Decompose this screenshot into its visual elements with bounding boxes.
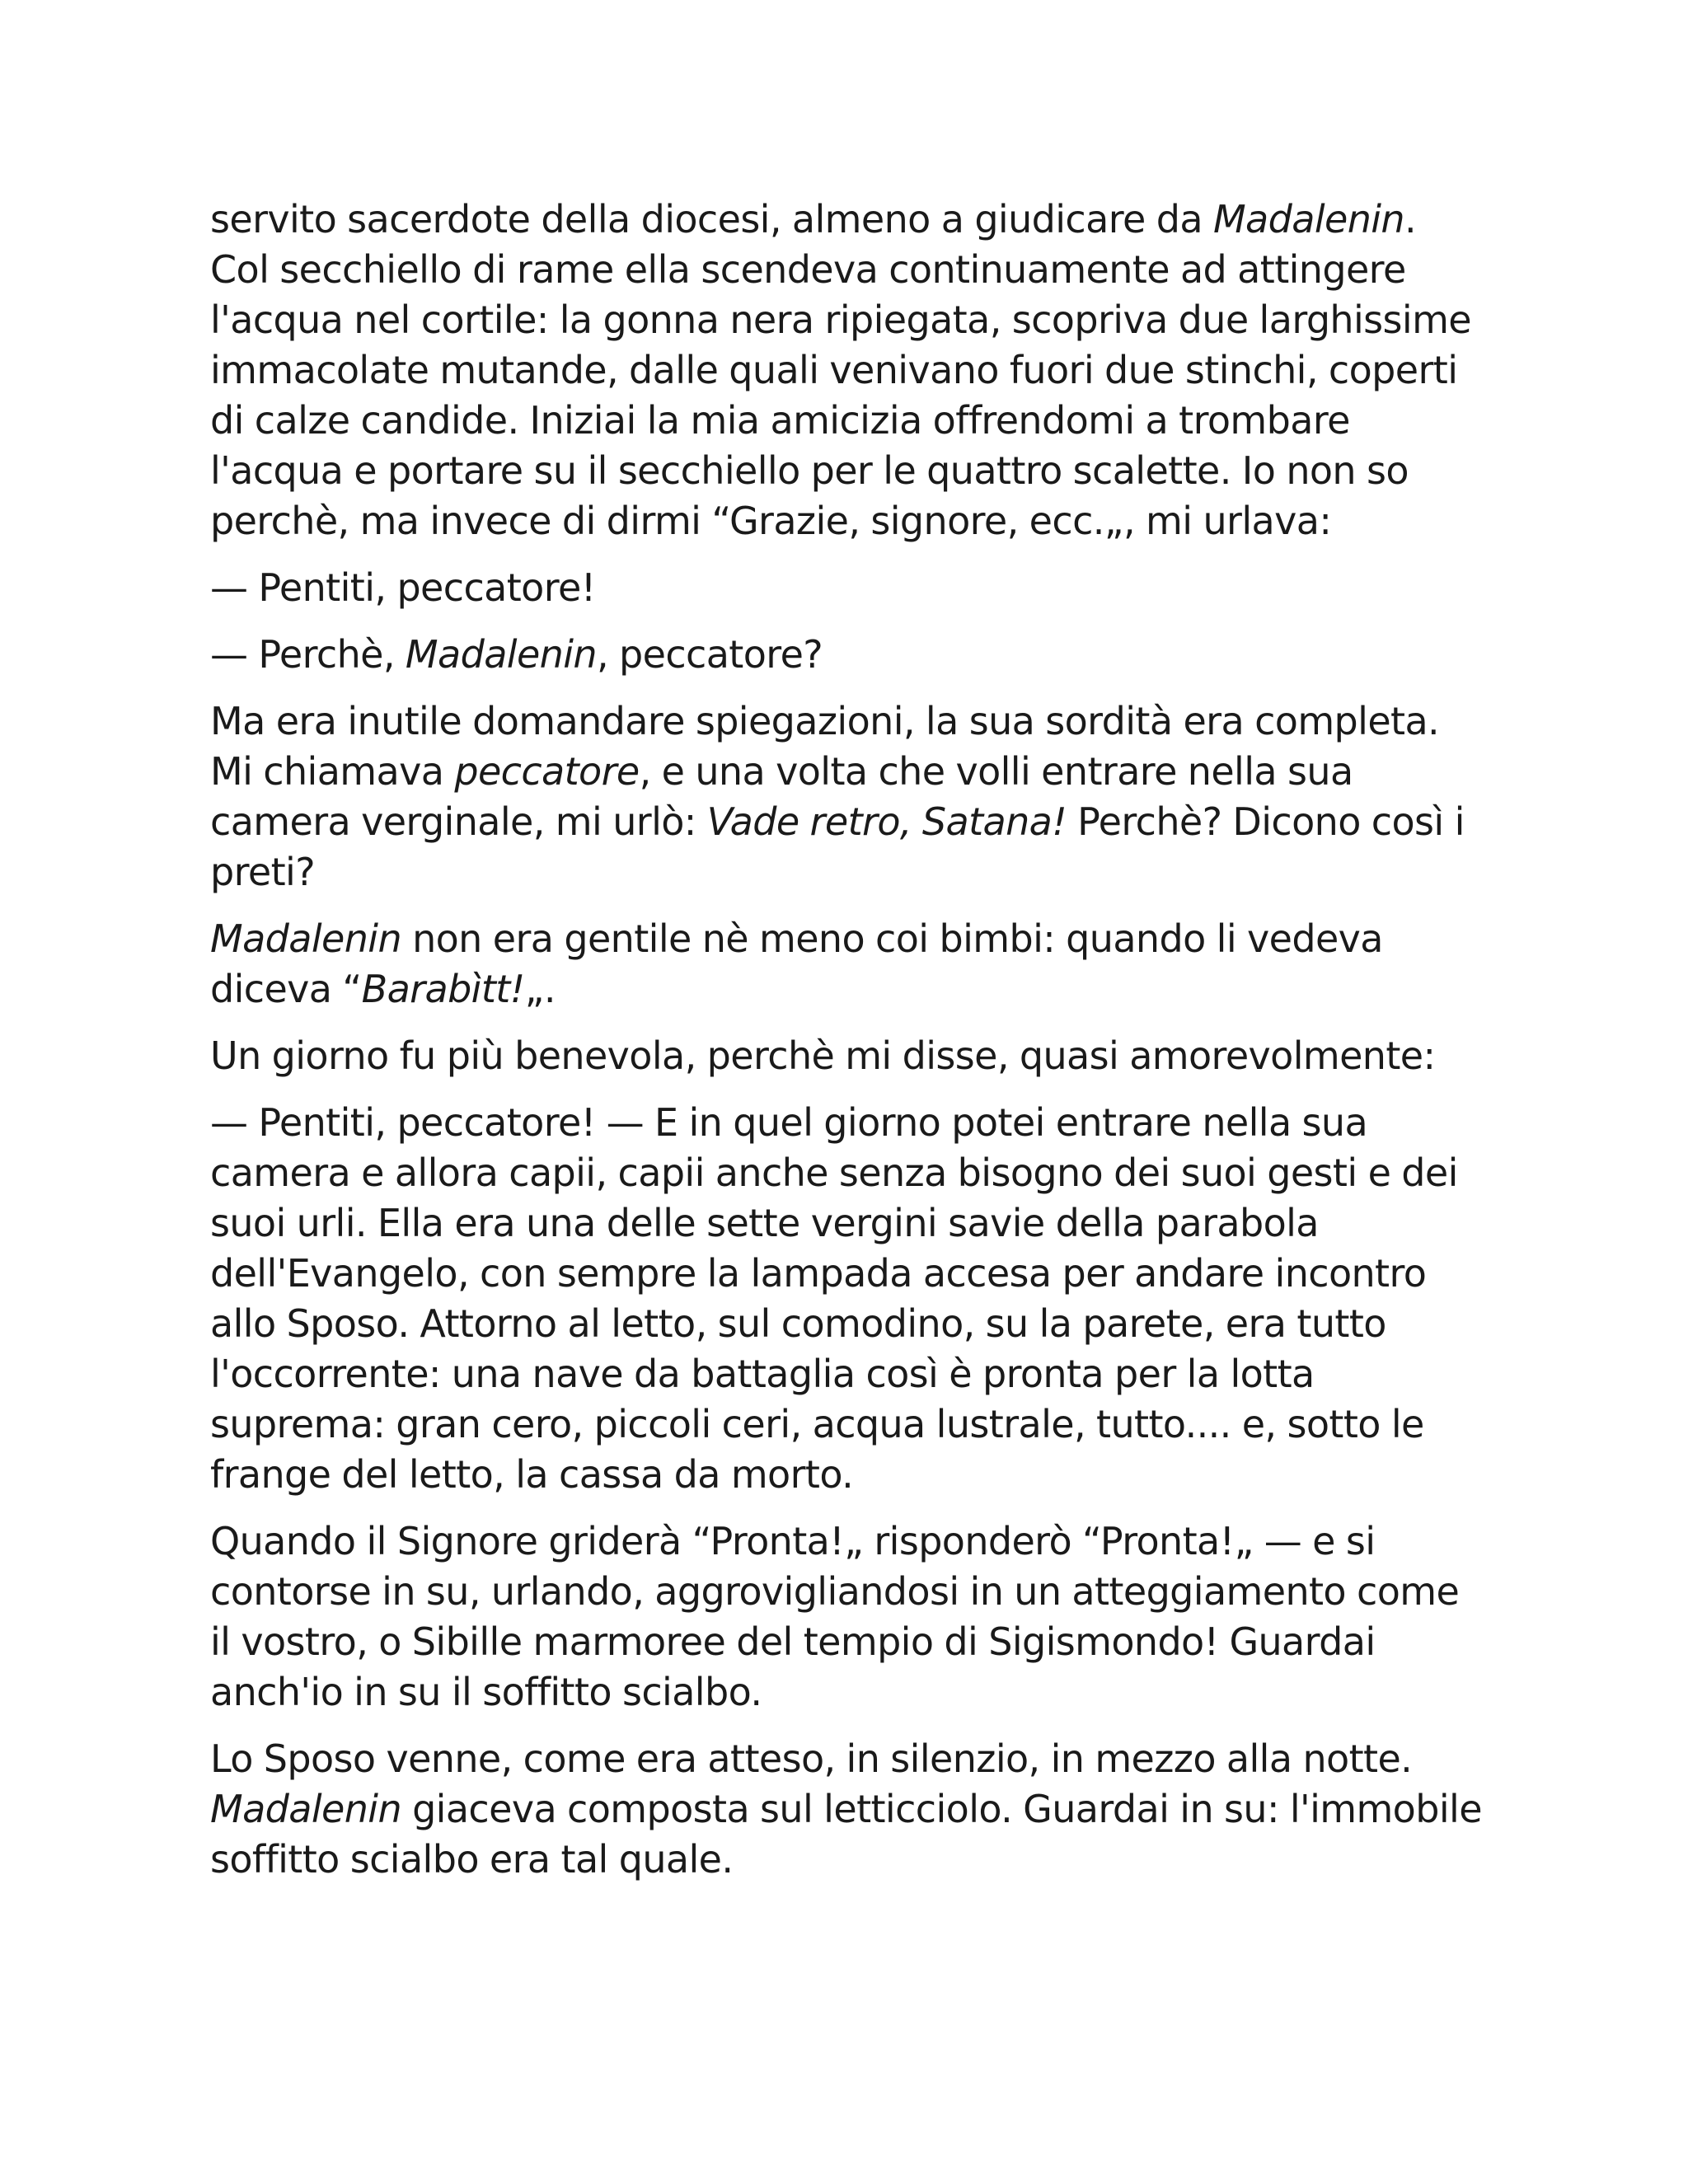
paragraph <box>210 630 1484 680</box>
text-run: giaceva composta sul letticciolo. Guardai in su: l'immobile soffitto scialbo era tal quale. <box>210 1787 1482 1882</box>
text-run: — Pentiti, peccatore! <box>210 565 596 610</box>
paragraph <box>210 194 1484 546</box>
page-text <box>210 194 1484 1901</box>
paragraph <box>210 1031 1484 1081</box>
text-run: , peccatore? <box>596 632 823 677</box>
italic-text: Barabìtt! <box>361 967 525 1011</box>
text-run: Ma era inutile domandare spiegazioni, la sua sordità era completa. Mi chiamava <box>210 699 1440 794</box>
text-run: Lo Sposo venne, come era atteso, in silenzio, in mezzo alla notte. <box>210 1736 1413 1781</box>
italic-text: Vade retro, Satana! <box>706 799 1067 844</box>
text-run: — Perchè, <box>210 632 406 677</box>
text-run: — Pentiti, peccatore! — E in quel giorno potei entrare nella sua camera e allora capii, capii anche senza bisogno dei suoi gesti e dei suoi urli. Ella era una delle sette vergini savie della parabola dell'Evangelo, con sempre la lampada accesa per andare incontro allo Sposo. Attorno al letto, sul comodino, su la parete, era tutto l'occorrente: una nave da battaglia così è pronta per la lotta suprema: gran cero, piccoli ceri, acqua lustrale, tutto.... e, sotto le frange del letto, la cassa da morto. <box>210 1100 1458 1497</box>
paragraph <box>210 1098 1484 1500</box>
text-run: Perchè? Dicono così i preti? <box>210 799 1465 894</box>
text-run: , e una volta che volli entrare nella sua camera verginale, mi urlò: <box>210 749 1353 844</box>
paragraph <box>210 1516 1484 1718</box>
text-run: Quando il Signore griderà “Pronta!„ risponderò “Pronta!„ — e si contorse in su, urlando, aggrovigliandosi in un atteggiamento come il vostro, o Sibille marmoree del tempio di Sigismondo! Guardai anch'io in su il soffitto scialbo. <box>210 1519 1460 1714</box>
italic-text: Madalenin <box>1212 197 1404 241</box>
text-run: servito sacerdote della diocesi, almeno a giudicare da <box>210 197 1213 241</box>
italic-text: Madalenin <box>405 632 597 677</box>
italic-text: Madalenin <box>210 1787 402 1831</box>
text-run: Un giorno fu più benevola, perchè mi disse, quasi amorevolmente: <box>210 1033 1436 1078</box>
text-run: „. <box>524 967 556 1011</box>
text-run: non era gentile nè meno coi bimbi: quando li vedeva diceva “ <box>210 916 1383 1011</box>
italic-text: Madalenin <box>210 916 402 961</box>
text-run: . Col secchiello di rame ella scendeva continuamente ad attingere l'acqua nel cortile: la gonna nera ripiegata, scopriva due larghissime immacolate mutande, dalle quali venivano fuori due stinchi, coperti di calze candide. Iniziai la mia amicizia offrendomi a trombare l'acqua e portare su il secchiello per le quattro scalette. Io non so perchè, ma invece di dirmi “Grazie, signore, ecc.„, mi urlava: <box>210 197 1471 543</box>
paragraph <box>210 914 1484 1015</box>
paragraph <box>210 696 1484 898</box>
paragraph <box>210 1734 1484 1885</box>
italic-text: peccatore <box>454 749 640 794</box>
paragraph <box>210 563 1484 613</box>
